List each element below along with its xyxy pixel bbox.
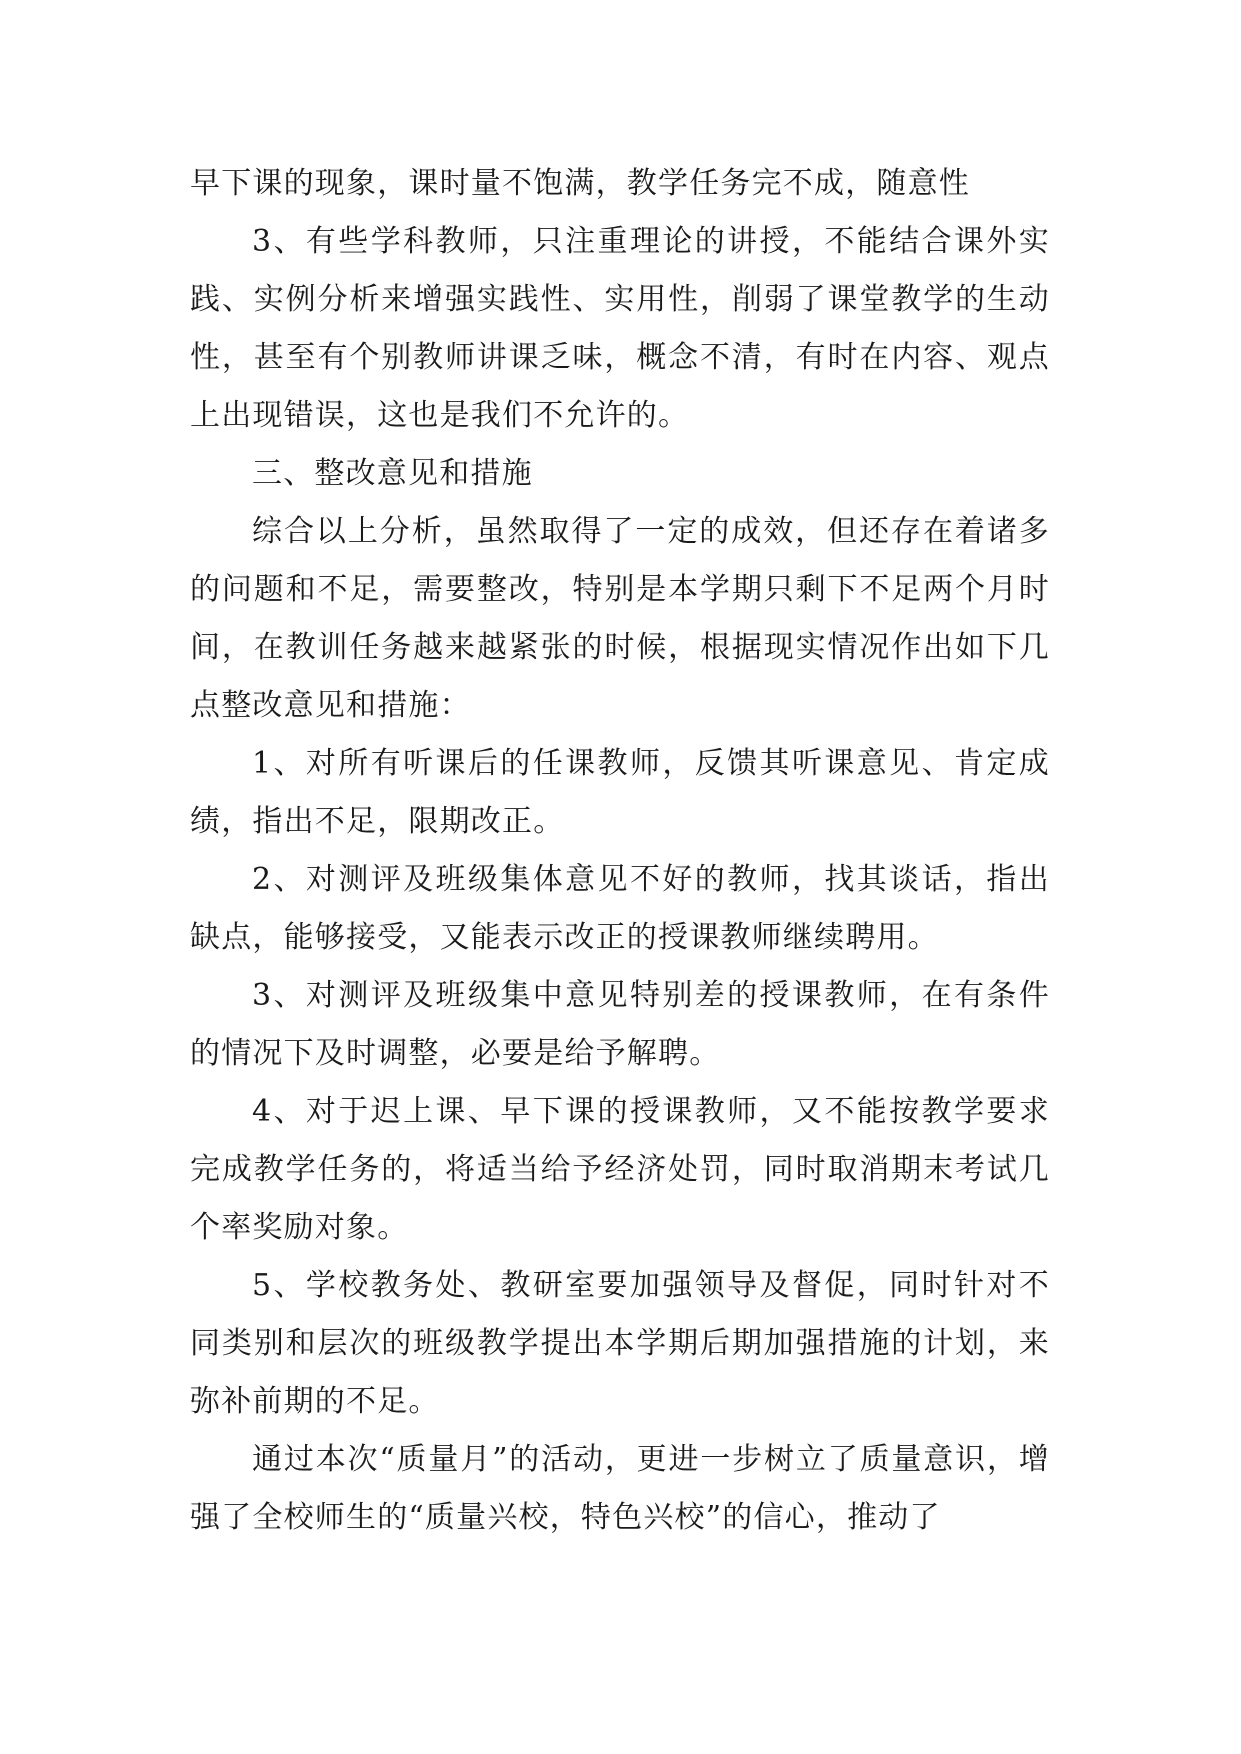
paragraph-measure-2: 2、对测评及班级集体意见不好的教师，找其谈话，指出缺点，能够接受，又能表示改正的授课教师继续聘用。	[190, 862, 1050, 955]
section-heading-rectification: 三、整改意见和措施	[252, 456, 533, 491]
document-body	[190, 155, 1050, 1547]
paragraph-measure-5: 5、学校教务处、教研室要加强领导及督促，同时针对不同类别和层次的班级教学提出本学期后期加强措施的计划，来弥补前期的不足。	[190, 1268, 1050, 1419]
paragraph-measure-1: 1、对所有听课后的任课教师，反馈其听课意见、肯定成绩，指出不足，限期改正。	[190, 746, 1050, 839]
paragraph-continuation: 早下课的现象，课时量不饱满，教学任务完不成，随意性	[190, 166, 970, 201]
paragraph-item-3-theory: 3、有些学科教师，只注重理论的讲授，不能结合课外实践、实例分析来增强实践性、实用性，削弱了课堂教学的生动性，甚至有个别教师讲课乏味，概念不清，有时在内容、观点上出现错误，这也是我们不允许的。	[190, 224, 1050, 433]
paragraph-summary: 综合以上分析，虽然取得了一定的成效，但还存在着诸多的问题和不足，需要整改，特别是本学期只剩下不足两个月时间，在教训任务越来越紧张的时候，根据现实情况作出如下几点整改意见和措施：	[190, 514, 1050, 723]
paragraph-measure-3: 3、对测评及班级集中意见特别差的授课教师，在有条件的情况下及时调整，必要是给予解聘。	[190, 978, 1050, 1071]
paragraph-measure-4: 4、对于迟上课、早下课的授课教师，又不能按教学要求完成教学任务的，将适当给予经济处罚，同时取消期末考试几个率奖励对象。	[190, 1094, 1050, 1245]
paragraph-conclusion: 通过本次“质量月”的活动，更进一步树立了质量意识，增强了全校师生的“质量兴校，特色兴校”的信心，推动了	[190, 1442, 1050, 1535]
